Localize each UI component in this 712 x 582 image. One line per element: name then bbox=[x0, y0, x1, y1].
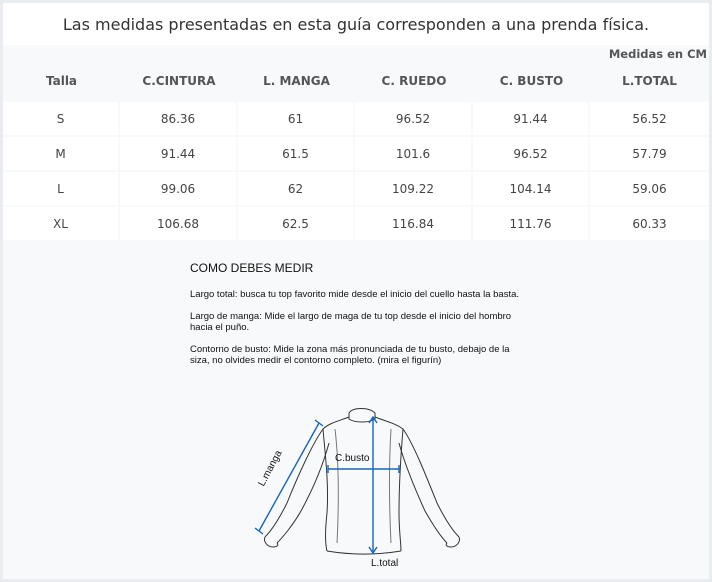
table-cell: 109.22 bbox=[355, 172, 471, 205]
column-header-talla: Talla bbox=[45, 74, 78, 88]
table-cell: 59.06 bbox=[590, 172, 709, 205]
table-cell: 106.68 bbox=[120, 207, 236, 240]
instructions-title: COMO DEBES MEDIR bbox=[190, 261, 314, 275]
units-label: Medidas en CM bbox=[608, 47, 707, 61]
column-header-cintura: C.CINTURA bbox=[142, 74, 216, 88]
total-length-label: L.total bbox=[371, 558, 399, 569]
table-row bbox=[3, 102, 709, 135]
top-outline bbox=[264, 409, 459, 555]
table-header bbox=[3, 61, 709, 101]
table-cell: S bbox=[3, 102, 118, 135]
table-cell: 62 bbox=[238, 172, 353, 205]
measuring-instructions bbox=[190, 261, 530, 377]
garment-sketch bbox=[243, 403, 483, 575]
table-cell: L bbox=[3, 172, 118, 205]
instruction-contorno-busto: Contorno de busto: Mide la zona más pronunciada de tu busto, debajo de la siza, no olvides medir el contorno completo. (mira el figurín) bbox=[190, 343, 510, 366]
bust-label: C.busto bbox=[335, 453, 370, 464]
table-row bbox=[3, 137, 709, 170]
table-cell: 86.36 bbox=[120, 102, 236, 135]
table-cell: 57.79 bbox=[590, 137, 709, 170]
instruction-largo-total: Largo total: busca tu top favorito mide desde el inicio del cuello hasta la basta. bbox=[190, 289, 520, 300]
column-header-ruedo: C. RUEDO bbox=[381, 74, 447, 88]
table-cell: 111.76 bbox=[473, 207, 588, 240]
page-title: Las medidas presentadas en esta guía corresponden a una prenda física. bbox=[3, 3, 709, 45]
garment-figure bbox=[243, 403, 483, 575]
table-cell: M bbox=[3, 137, 118, 170]
size-guide-panel bbox=[3, 3, 709, 579]
size-table-body bbox=[3, 102, 709, 242]
table-cell: 60.33 bbox=[590, 207, 709, 240]
table-cell: 61 bbox=[238, 102, 353, 135]
table-cell: 96.52 bbox=[355, 102, 471, 135]
table-cell: 91.44 bbox=[473, 102, 588, 135]
table-row bbox=[3, 207, 709, 240]
sleeve-length-label: L.manga bbox=[256, 448, 285, 489]
table-cell: 56.52 bbox=[590, 102, 709, 135]
table-row bbox=[3, 172, 709, 205]
column-header-manga: L. MANGA bbox=[263, 74, 330, 88]
column-header-busto: C. BUSTO bbox=[499, 74, 564, 88]
table-cell: 96.52 bbox=[473, 137, 588, 170]
table-cell: 91.44 bbox=[120, 137, 236, 170]
table-cell: XL bbox=[3, 207, 118, 240]
table-cell: 104.14 bbox=[473, 172, 588, 205]
instruction-largo-manga: Largo de manga: Mide el largo de maga de tu top desde el inicio del hombro hacia el puño. bbox=[190, 310, 512, 333]
table-cell: 62.5 bbox=[238, 207, 353, 240]
table-cell: 61.5 bbox=[238, 137, 353, 170]
column-header-total: L.TOTAL bbox=[622, 74, 677, 88]
table-cell: 101.6 bbox=[355, 137, 471, 170]
table-cell: 116.84 bbox=[355, 207, 471, 240]
table-cell: 99.06 bbox=[120, 172, 236, 205]
